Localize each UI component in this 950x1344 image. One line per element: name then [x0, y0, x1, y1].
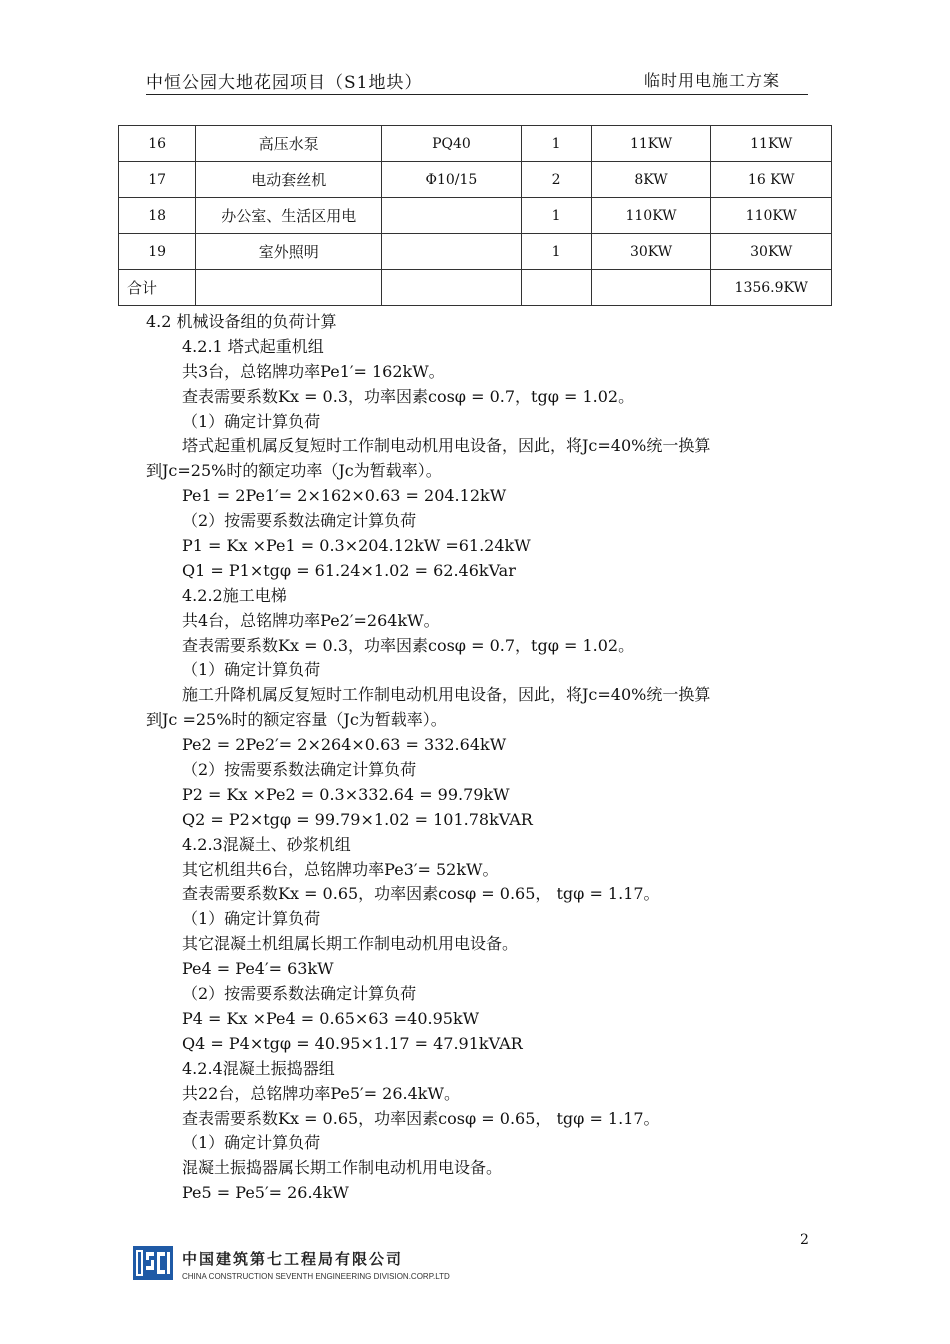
text-line: P4 = Kx ×Pe4 = 0.65×63 =40.95kW — [182, 1008, 480, 1028]
text-line: 其它混凝土机组属长期工作制电动机用电设备。 — [182, 934, 519, 954]
document-title: 临时用电施工方案 — [643, 71, 780, 90]
equipment-table — [118, 125, 832, 306]
table-cell: 11KW — [591, 126, 711, 162]
text-line: 施工升降机属反复短时工作制电动机用电设备，因此，将Jc=40%统一换算 — [182, 685, 711, 705]
table-cell: 18 — [119, 198, 196, 234]
table-cell: 1 — [521, 234, 591, 270]
table-cell: 室外照明 — [196, 234, 382, 270]
text-line: （2）按需要系数法确定计算负荷 — [182, 760, 417, 780]
calculation-text — [146, 310, 810, 1206]
text-line: （1）确定计算负荷 — [182, 909, 321, 929]
text-line: Pe5 = Pe5′= 26.4kW — [182, 1183, 349, 1203]
text-line: 查表需要系数Kx = 0.65，功率因素cosφ = 0.65， tgφ = 1.17。 — [182, 884, 660, 904]
table-row — [119, 270, 832, 306]
table-cell: 1356.9KW — [711, 270, 832, 306]
text-line: Q4 = P4×tgφ = 40.95×1.17 = 47.91kVAR — [182, 1033, 523, 1053]
table-cell: 办公室、生活区用电 — [196, 198, 382, 234]
text-line: 查表需要系数Kx = 0.3，功率因素cosφ = 0.7，tgφ = 1.02。 — [182, 635, 635, 655]
text-line: 查表需要系数Kx = 0.3，功率因素cosφ = 0.7，tgφ = 1.02。 — [182, 386, 635, 406]
table-cell: 16 — [119, 126, 196, 162]
table-cell: 17 — [119, 162, 196, 198]
cscec-logo-icon — [133, 1246, 173, 1280]
table-cell — [196, 270, 382, 306]
text-line: 共4台，总铭牌功率Pe2′=264kW。 — [182, 610, 440, 630]
text-line: 4.2.1 塔式起重机组 — [182, 336, 324, 356]
text-line: 共3台，总铭牌功率Pe1′= 162kW。 — [182, 361, 445, 381]
table-cell: 30KW — [711, 234, 832, 270]
table-cell: 16 KW — [711, 162, 832, 198]
text-line: 共22台，总铭牌功率Pe5′= 26.4kW。 — [182, 1083, 460, 1103]
table-row — [119, 162, 832, 198]
text-line: （2）按需要系数法确定计算负荷 — [182, 984, 417, 1004]
table-cell — [382, 198, 521, 234]
table-row — [119, 198, 832, 234]
table-cell: 11KW — [711, 126, 832, 162]
text-line: 查表需要系数Kx = 0.65，功率因素cosφ = 0.65， tgφ = 1.17。 — [182, 1108, 660, 1128]
table-cell: Φ10/15 — [382, 162, 521, 198]
table-cell: 合计 — [119, 270, 196, 306]
table-cell: 30KW — [591, 234, 711, 270]
table-cell — [382, 270, 521, 306]
page-header — [146, 64, 808, 95]
table-cell: 2 — [521, 162, 591, 198]
text-line: P2 = Kx ×Pe2 = 0.3×332.64 = 99.79kW — [182, 784, 510, 804]
table-row — [119, 126, 832, 162]
table-cell: PQ40 — [382, 126, 521, 162]
text-line: （1）确定计算负荷 — [182, 411, 321, 431]
text-line: 到Jc=25%时的额定功率（Jc为暂载率）。 — [146, 461, 442, 481]
table-cell: 19 — [119, 234, 196, 270]
text-line: Pe4 = Pe4′= 63kW — [182, 959, 334, 979]
text-line: 4.2.3混凝土、砂浆机组 — [182, 834, 351, 854]
text-line: Pe2 = 2Pe2′= 2×264×0.63 = 332.64kW — [182, 735, 507, 755]
text-line: Pe1 = 2Pe1′= 2×162×0.63 = 204.12kW — [182, 486, 507, 506]
text-line: Q1 = P1×tgφ = 61.24×1.02 = 62.46kVar — [182, 560, 516, 580]
text-line: Q2 = P2×tgφ = 99.79×1.02 = 101.78kVAR — [182, 809, 533, 829]
text-line: （1）确定计算负荷 — [182, 1133, 321, 1153]
text-line: 塔式起重机属反复短时工作制电动机用电设备，因此，将Jc=40%统一换算 — [182, 436, 711, 456]
project-name: 中恒公园大地花园项目（S1地块） — [146, 73, 423, 93]
table-cell: 1 — [521, 198, 591, 234]
text-line: 4.2.2施工电梯 — [182, 585, 287, 605]
text-line: 4.2.4混凝土振捣器组 — [182, 1058, 335, 1078]
table-cell: 1 — [521, 126, 591, 162]
table-cell: 110KW — [591, 198, 711, 234]
table-cell: 8KW — [591, 162, 711, 198]
table-cell: 电动套丝机 — [196, 162, 382, 198]
table-cell: 110KW — [711, 198, 832, 234]
text-line: （2）按需要系数法确定计算负荷 — [182, 511, 417, 531]
table-cell — [591, 270, 711, 306]
text-line: 其它机组共6台，总铭牌功率Pe3′= 52kW。 — [182, 859, 499, 879]
text-line: 4.2 机械设备组的负荷计算 — [146, 312, 337, 331]
company-name-english: CHINA CONSTRUCTION SEVENTH ENGINEERING DIVISION.CORP.LTD — [182, 1272, 450, 1281]
table-row — [119, 234, 832, 270]
text-line: 混凝土振捣器属长期工作制电动机用电设备。 — [182, 1158, 503, 1178]
table-cell — [382, 234, 521, 270]
text-line: （1）确定计算负荷 — [182, 660, 321, 680]
text-line: 到Jc =25%时的额定容量（Jc为暂载率）。 — [146, 710, 447, 730]
page-number: 2 — [800, 1232, 809, 1248]
company-name-chinese: 中国建筑第七工程局有限公司 — [182, 1250, 404, 1268]
text-line: P1 = Kx ×Pe1 = 0.3×204.12kW =61.24kW — [182, 536, 531, 556]
table-cell: 高压水泵 — [196, 126, 382, 162]
table-cell — [521, 270, 591, 306]
